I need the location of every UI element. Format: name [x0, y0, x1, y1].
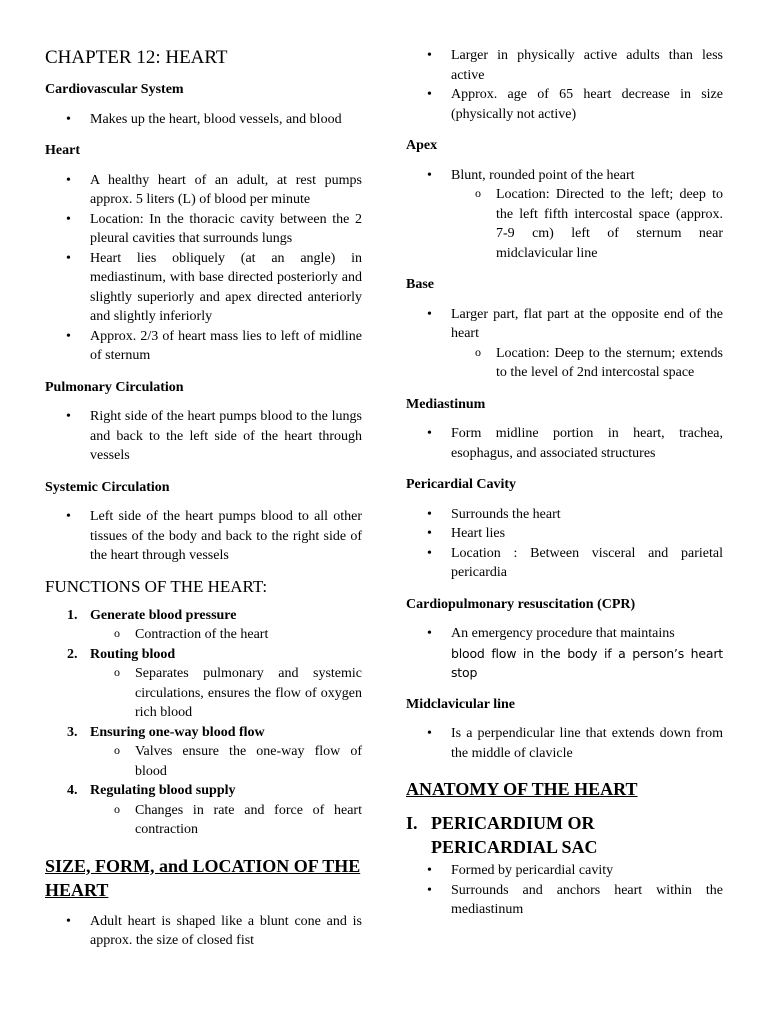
- list-item: • Larger in physically active adults than less active: [427, 48, 723, 83]
- heart-list: [45, 171, 362, 366]
- list-item: • Heart lies: [406, 524, 723, 544]
- list-item: [45, 645, 362, 723]
- pulmonary-list: [45, 407, 362, 466]
- list-item: • Larger part, flat part at the opposite end of the heart o Location: Deep to the sternum; extends to the level of 2nd intercostal space: [406, 305, 723, 383]
- bullet-icon: •: [427, 48, 432, 63]
- heading-size-form-location: SIZE, FORM, and LOCATION OF THE HEART: [45, 855, 361, 900]
- bullet-icon: •: [66, 409, 71, 424]
- list-item: • A healthy heart of an adult, at rest pumps approx. 5 liters (L) of blood per minute: [66, 172, 362, 207]
- list-item: • Location : Between visceral and parietal pericardia: [427, 545, 723, 580]
- heading-functions-of-the-heart: FUNCTIONS OF THE HEART:: [45, 576, 268, 596]
- list-number: 4.: [67, 783, 78, 798]
- bullet-icon: •: [427, 87, 432, 102]
- list-item: • Right side of the heart pumps blood to the lungs and back to the left side of the heart through vessels: [66, 409, 362, 463]
- list-item: • An emergency procedure that maintains blood flow in the body if a person’s heart stop: [427, 626, 723, 680]
- bullet-icon: •: [427, 545, 432, 561]
- list-item: • Blunt, rounded point of the heart o Location: Directed to the left; deep to the left fifth intercostal space (approx. 7-9 cm) left of sternum near midclavicular line: [406, 166, 723, 264]
- bullet-icon: •: [427, 426, 432, 441]
- cpr-list: [406, 624, 723, 683]
- list-item: • Surrounds the heart: [406, 505, 723, 525]
- bullet-icon: •: [66, 111, 71, 127]
- sub-list-item: o Changes in rate and force of heart contraction: [114, 801, 362, 837]
- bullet-icon: •: [66, 250, 71, 266]
- pericardial-cavity-list: [406, 505, 723, 583]
- sub-list-item: o Location: Deep to the sternum; extends to the level of 2nd intercostal space: [475, 344, 723, 380]
- circle-bullet-icon: o: [475, 344, 481, 359]
- bullet-icon: •: [427, 167, 432, 183]
- heading-apex: Apex: [406, 138, 438, 153]
- bullet-icon: •: [427, 506, 432, 522]
- sub-list-item: o Contraction of the heart: [114, 626, 269, 642]
- bullet-icon: •: [66, 328, 71, 344]
- apex-list: [406, 166, 723, 264]
- list-item: • Left side of the heart pumps blood to all other tissues of the body and back to the right side of the heart through vessels: [66, 509, 362, 563]
- heading-systemic-circulation: Systemic Circulation: [45, 479, 170, 495]
- list-number: 2.: [67, 646, 78, 662]
- bullet-icon: •: [427, 306, 432, 322]
- mediastinum-list: [406, 424, 723, 463]
- list-item: • Surrounds and anchors heart within the mediastinum: [427, 882, 723, 917]
- sub-list-item: o Separates pulmonary and systemic circulations, ensures the flow of oxygen rich blood: [114, 665, 362, 720]
- right-column: [406, 46, 723, 920]
- function-title: Generate blood pressure: [90, 607, 237, 623]
- sub-list-item: o Valves ensure the one-way flow of blood: [114, 743, 362, 779]
- function-title: Routing blood: [90, 646, 176, 662]
- heading-mediastinum: Mediastinum: [406, 396, 486, 412]
- bullet-icon: •: [66, 913, 71, 929]
- list-item: • Approx. 2/3 of heart mass lies to left of midline of sternum: [66, 328, 362, 363]
- list-item: • Heart lies obliquely (at an angle) in mediastinum, with base directed posteriorly and slightly superiorly and apex directed anteriorly and slightly inferiorly: [66, 250, 362, 324]
- list-item: [45, 606, 362, 645]
- sub-list-item: o Location: Directed to the left; deep to the left fifth intercostal space (approx. 7-9 cm) left of sternum near midclavicular line: [475, 186, 723, 261]
- circle-bullet-icon: o: [475, 186, 481, 200]
- heading-midclavicular-line: Midclavicular line: [406, 696, 516, 712]
- list-item: • Formed by pericardial cavity: [406, 861, 723, 881]
- list-item: • Approx. age of 65 heart decrease in size (physically not active): [427, 87, 723, 122]
- heading-pulmonary-circulation: Pulmonary Circulation: [45, 379, 184, 395]
- function-title: Regulating blood supply: [90, 783, 236, 798]
- heading-base: Base: [406, 277, 434, 292]
- list-item: • Is a perpendicular line that extends down from the middle of clavicle: [427, 726, 723, 761]
- heading-pericardial-cavity: Pericardial Cavity: [406, 477, 517, 492]
- function-title: Ensuring one-way blood flow: [90, 724, 265, 740]
- list-item: • Location: In the thoracic cavity between the 2 pleural cavities that surrounds lungs: [66, 211, 362, 246]
- list-item: [45, 723, 362, 782]
- bullet-icon: •: [66, 211, 71, 227]
- pericardium-list: [406, 861, 723, 920]
- section-number: I.: [406, 813, 418, 833]
- bullet-icon: •: [427, 526, 432, 541]
- bullet-icon: •: [427, 882, 432, 898]
- bullet-icon: •: [427, 726, 432, 741]
- list-item: • Form midline portion in heart, trachea, esophagus, and associated structures: [427, 426, 723, 461]
- cardiovascular-list: [45, 110, 362, 130]
- list-item: • Makes up the heart, blood vessels, and blood: [45, 110, 362, 130]
- base-list: [406, 305, 723, 383]
- continued-list: [406, 46, 723, 124]
- circle-bullet-icon: o: [114, 626, 120, 640]
- list-item: • Adult heart is shaped like a blunt cone and is approx. the size of closed fist: [66, 913, 362, 948]
- list-number: 3.: [67, 724, 78, 740]
- heading-cpr: Cardiopulmonary resuscitation (CPR): [406, 596, 636, 612]
- bullet-icon: •: [427, 863, 432, 878]
- systemic-list: [45, 507, 362, 566]
- bullet-icon: •: [427, 626, 432, 641]
- list-item: [45, 781, 362, 840]
- heading-anatomy-of-the-heart: ANATOMY OF THE HEART: [406, 779, 638, 799]
- heading-pericardium: [406, 811, 723, 859]
- bullet-icon: •: [66, 172, 71, 188]
- midclavicular-list: [406, 724, 723, 763]
- bullet-icon: •: [66, 509, 71, 524]
- circle-bullet-icon: o: [114, 665, 120, 679]
- functions-list: [45, 606, 362, 840]
- circle-bullet-icon: o: [114, 801, 120, 816]
- left-column: [45, 46, 362, 951]
- heading-cardiovascular-system: Cardiovascular System: [45, 82, 184, 97]
- chapter-title: CHAPTER 12: HEART: [45, 47, 228, 68]
- section-title: PERICARDIUM OR PERICARDIAL SAC: [431, 813, 598, 857]
- size-list: [45, 912, 362, 951]
- list-number: 1.: [67, 607, 78, 623]
- circle-bullet-icon: o: [114, 743, 120, 757]
- heading-heart: Heart: [45, 143, 80, 158]
